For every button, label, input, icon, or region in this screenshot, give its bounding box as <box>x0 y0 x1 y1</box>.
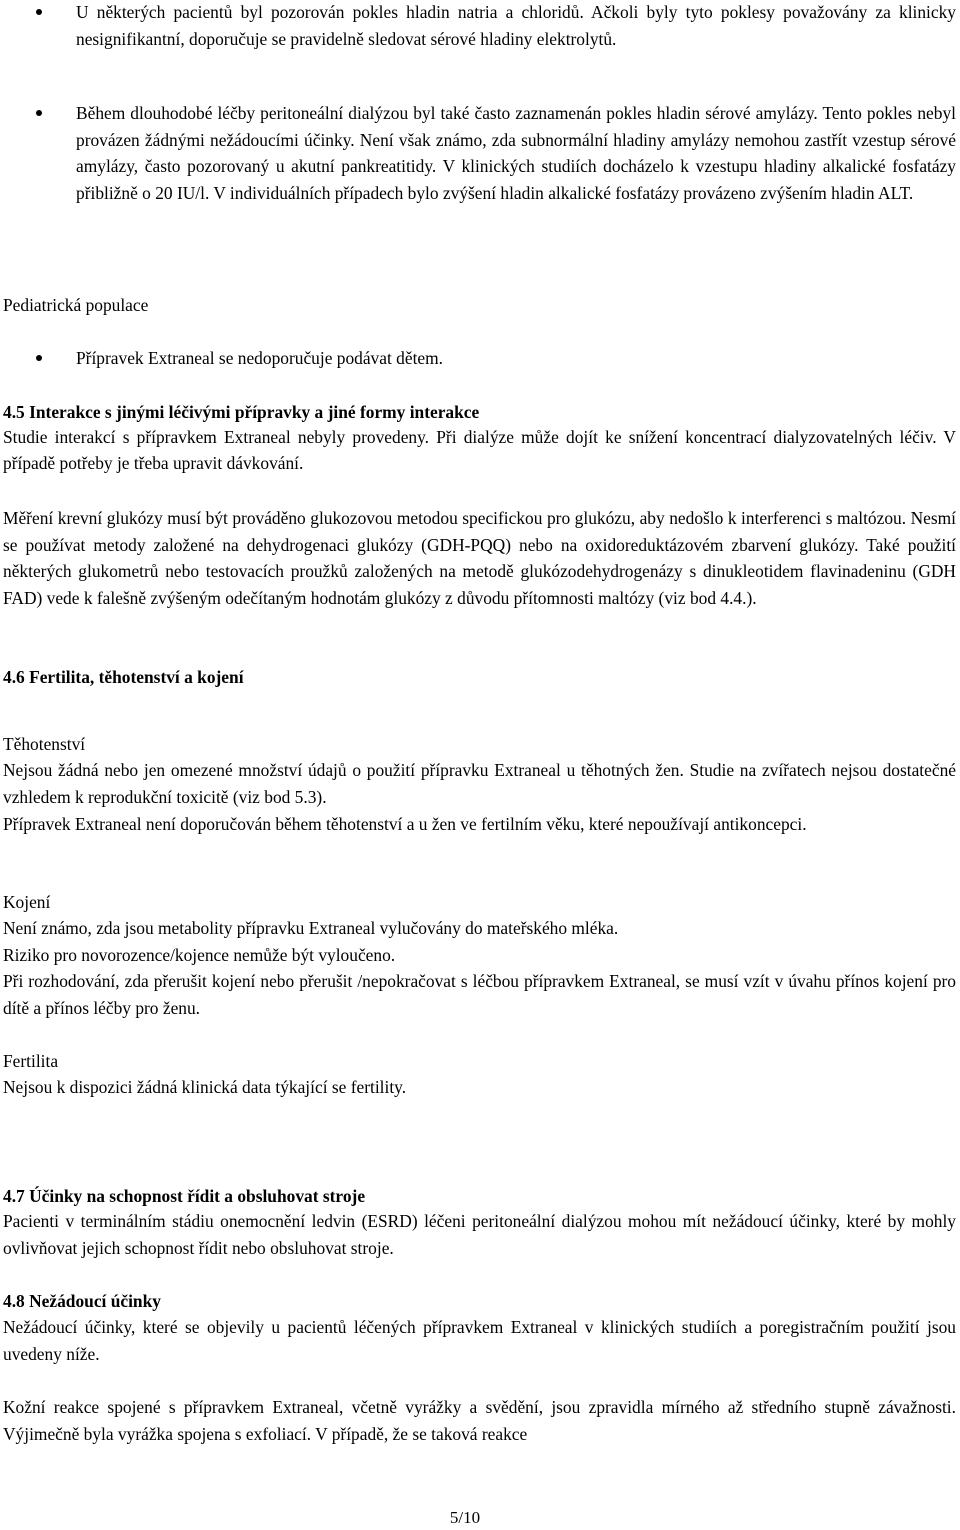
section-4-8-paragraph-2: Kožní reakce spojené s přípravkem Extraneal, včetně vyrážky a svědění, jsou zpravidla mírného až středního stupně závažnosti. Výjimečně byla vyrážka spojena s exfoliací. V případě, že se taková reakce <box>3 1397 956 1444</box>
lactation-paragraph-3: Při rozhodování, zda přerušit kojení nebo přerušit /nepokračovat s léčbou přípravkem Extraneal, se musí vzít v úvahu přínos kojení pro dítě a přínos léčby pro ženu. <box>3 971 956 1018</box>
bullet-electrolytes: U některých pacientů byl pozorován pokles hladin natria a chloridů. Ačkoli byly tyto poklesy považovány za klinicky nesignifikantní, doporučuje se pravidelně sledovat sérové hladiny elektrolytů. <box>76 0 956 52</box>
section-4-7-heading: 4.7 Účinky na schopnost řídit a obsluhovat stroje <box>3 1186 366 1206</box>
pediatric-heading: Pediatrická populace <box>3 295 149 315</box>
section-4-8-heading: 4.8 Nežádoucí účinky <box>3 1291 161 1311</box>
lactation-line-1: Není známo, zda jsou metabolity přípravku Extraneal vylučovány do mateřského mléka. <box>3 918 619 938</box>
fertility-paragraph: Nejsou k dispozici žádná klinická data týkající se fertility. <box>3 1077 407 1097</box>
bullet-amylase: Během dlouhodobé léčby peritoneální dialýzou byl také často zaznamenán pokles hladin sérové amylázy. Tento pokles nebyl provázen žádnými nežádoucími účinky. Není však známo, zda subnormální hladiny amylázy nemohou zastřít vzestup sérové amylázy, často pozorovaný u akutní pankreatitidy. V klinických studiích docházelo k vzestupu hladiny alkalické fosfatázy přibližně o 20 IU/l. V individuálních případech bylo zvýšení hladin alkalické fosfatázy provázeno zvýšením hladin ALT. <box>76 100 956 206</box>
lactation-title: Kojení <box>3 892 51 912</box>
section-4-6-heading: 4.6 Fertilita, těhotenství a kojení <box>3 667 244 687</box>
bullet-pediatric: Přípravek Extraneal se nedoporučuje podávat dětem. <box>76 345 956 372</box>
page-number: 5/10 <box>449 1508 481 1527</box>
section-4-8-paragraph-1: Nežádoucí účinky, které se objevily u pacientů léčených přípravkem Extraneal v klinických studiích a poregistračním použití jsou uvedeny níže. <box>3 1317 956 1364</box>
pregnancy-paragraph-1: Nejsou žádná nebo jen omezené množství údajů o použití přípravku Extraneal u těhotných žen. Studie na zvířatech nejsou dostatečné vzhledem k reprodukční toxicitě (viz bod 5.3). <box>3 760 956 807</box>
pregnancy-paragraph-2: Přípravek Extraneal není doporučován během těhotenství a u žen ve fertilním věku, které nepoužívají antikoncepci. <box>3 814 807 834</box>
section-4-5-heading: 4.5 Interakce s jinými léčivými přípravky a jiné formy interakce <box>3 402 480 422</box>
section-4-7-paragraph: Pacienti v terminálním stádiu onemocnění ledvin (ESRD) léčeni peritoneální dialýzou mohou mít nežádoucí účinky, které by mohly ovlivňovat jejich schopnost řídit nebo obsluhovat stroje. <box>3 1211 956 1258</box>
section-4-5-paragraph-1: Studie interakcí s přípravkem Extraneal nebyly provedeny. Při dialýze může dojít ke snížení koncentrací dialyzovatelných léčiv. V případě potřeby je třeba upravit dávkování. <box>3 427 956 473</box>
lactation-line-2: Riziko pro novorozence/kojence nemůže být vyloučeno. <box>3 945 396 965</box>
pregnancy-title: Těhotenství <box>3 734 86 754</box>
fertility-title: Fertilita <box>3 1051 59 1071</box>
section-4-5-paragraph-2: Měření krevní glukózy musí být prováděno glukozovou metodou specifickou pro glukózu, aby nedošlo k interferenci s maltózou. Nesmí se používat metody založené na dehydrogenaci glukózy (GDH-PQQ) nebo na oxidoreduktázovém zbarvení glukózy. Také použití některých glukometrů nebo testovacích proužků založených na metodě glukózodehydrogenázy s dinukleotidem flavinadeninu (GDH FAD) vede k falešně zvýšeným odečítaným hodnotám glukózy z důvodu přítomnosti maltózy (viz bod 4.4.). <box>3 508 956 608</box>
